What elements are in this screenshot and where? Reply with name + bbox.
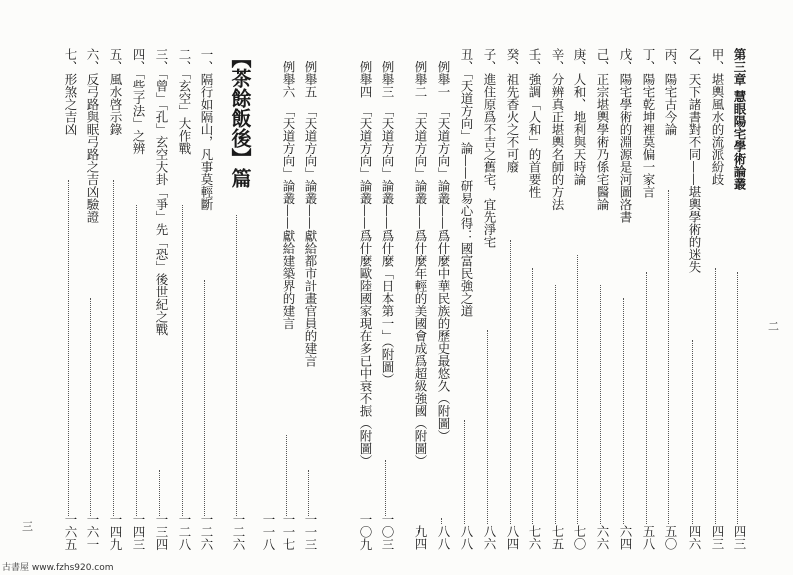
toc-entry	[615, 40, 635, 550]
toc-entry-title: 甲、堪輿風水的流派紛歧	[710, 48, 725, 186]
toc-entry-title: 例舉四 「天道方向」論叢——爲什麼歐陸國家現在多已中衰不振（附圖）	[358, 48, 373, 467]
toc-entry	[569, 40, 589, 550]
toc-page-number: 一四三	[131, 512, 146, 550]
toc-entry-title: 例舉五 「天道方向」論叢——獻給都市計畫官員的建言	[303, 48, 318, 367]
toc-page-number: 一六五	[63, 512, 78, 550]
toc-entry	[105, 40, 125, 550]
toc-entry	[547, 40, 567, 550]
watermark-text: 古書屋 www.fzhs920.com	[2, 563, 114, 573]
toc-entry	[592, 40, 612, 550]
folio-right: 二	[768, 320, 779, 333]
toc-entry-title: 子、進住原爲不吉之舊宅，宜先淨宅	[482, 48, 497, 248]
toc-entry-title: 例舉二 「天道方向」論叢——爲什麼年輕的美國會成爲超級強國（附圖）	[413, 48, 428, 467]
dot-leader	[441, 518, 442, 524]
dot-leader	[68, 180, 69, 516]
toc-entry-title: 七、形煞之吉凶	[63, 48, 78, 136]
dot-leader	[90, 298, 91, 516]
toc-page-number: 八八	[459, 525, 474, 550]
toc-entry	[684, 40, 704, 550]
toc-page-number: 八四	[505, 525, 520, 550]
toc-page-number: 四六	[687, 525, 702, 550]
dot-leader	[236, 215, 237, 516]
toc-page-number: 四三	[710, 525, 725, 550]
toc-entry-title: 庚、人和、地利與天時論	[572, 48, 587, 186]
dot-leader	[159, 470, 160, 516]
toc-entry-title: 丁、陽宅乾坤裡莫偏一家言	[641, 48, 656, 198]
toc-entry	[410, 40, 430, 550]
toc-page-number: 九四	[413, 525, 428, 550]
toc-entry	[228, 40, 252, 550]
dot-leader	[385, 460, 386, 516]
toc-page-number: 一二八	[177, 512, 192, 550]
toc-entry-title: 二、「玄空」大作戰	[177, 48, 192, 155]
toc-page-number: 一〇三	[380, 512, 395, 550]
toc-entry	[524, 40, 544, 550]
toc-entry	[707, 40, 727, 550]
toc-page-number: 五〇	[663, 525, 678, 550]
toc-page-number: 一三四	[154, 512, 169, 550]
dot-leader	[136, 205, 137, 516]
dot-leader	[464, 420, 465, 524]
toc-entry	[638, 40, 658, 550]
toc-page-number: 一一八	[261, 512, 276, 550]
dot-leader	[286, 435, 287, 516]
toc-page-number: 一一三	[303, 512, 318, 550]
folio-left: 三	[22, 520, 33, 533]
toc-entry-title: 例舉六 「天道方向」論叢——獻給建築界的建言	[281, 48, 296, 330]
toc-page-number: 六四	[618, 525, 633, 550]
toc-page-number: 七〇	[572, 525, 587, 550]
toc-entry	[128, 40, 148, 550]
dot-leader	[308, 470, 309, 516]
toc-entry	[174, 40, 194, 550]
dot-leader	[510, 240, 511, 524]
dot-leader	[600, 285, 601, 524]
toc-entry-title: 丙、陽宅古今論	[663, 48, 678, 136]
toc-entry	[60, 40, 80, 550]
toc-entry-title: 第三章 慧眼陽宅學術論叢	[732, 48, 747, 190]
toc-page-number: 一二六	[231, 512, 246, 550]
toc-entry-title: 一、隔行如隔山，凡事莫輕斷	[199, 48, 214, 211]
toc-entry	[151, 40, 171, 550]
dot-leader	[715, 268, 716, 524]
toc-entry-title: 乙、天下諸書對不同——堪輿學術的迷失	[687, 48, 702, 273]
toc-entry	[479, 40, 499, 550]
toc-page-number: 一一七	[281, 512, 296, 550]
toc-entry	[82, 40, 102, 550]
dot-leader	[623, 298, 624, 524]
toc-page-number: 一六一	[85, 512, 100, 550]
toc-entry-title: 辛、分辨真正堪輿名師的方法	[550, 48, 565, 211]
toc-page-number: 一四九	[108, 512, 123, 550]
toc-page-number: 四三	[732, 525, 747, 550]
toc-entry-title: 壬、強調「人和」的首要性	[527, 48, 542, 198]
toc-entry-title: 三、「曾」「孔」玄空大卦「爭」先「恐」後世紀之戰	[154, 48, 169, 336]
toc-entry	[300, 40, 320, 550]
dot-leader	[555, 285, 556, 524]
toc-entry-title: 例舉一 「天道方向」論叢——爲什麼中華民族的歷史最悠久（附圖）	[436, 48, 451, 442]
toc-entry	[258, 40, 278, 550]
toc-entry-title: 【茶餘飯後】篇	[228, 48, 252, 188]
dot-leader	[113, 180, 114, 516]
toc-page-number: 七六	[527, 525, 542, 550]
dot-leader	[577, 255, 578, 524]
toc-page-number: 七五	[550, 525, 565, 550]
dot-leader	[737, 272, 738, 524]
dot-leader	[646, 272, 647, 524]
toc-entry	[196, 40, 216, 550]
toc-page-number: 一二六	[199, 512, 214, 550]
toc-entry-title: 丑、「天道方向」論——研易心得：國富民強之道	[459, 48, 474, 317]
toc-entry-title: 癸、祖先香火之不可廢	[505, 48, 520, 173]
toc-entry	[660, 40, 680, 550]
toc-page-number: 六六	[595, 525, 610, 550]
toc-entry	[456, 40, 476, 550]
toc-entry	[502, 40, 522, 550]
toc-entry-title: 戊、陽宅學術的淵源是河圖洛書	[618, 48, 633, 223]
dot-leader	[182, 205, 183, 516]
toc-entry	[377, 40, 397, 550]
toc-entry-title: 六、反弓路與眠弓路之吉凶驗證	[85, 48, 100, 223]
dot-leader	[692, 340, 693, 524]
toc-entry	[433, 40, 453, 550]
toc-entry-title: 四、「些子法」之辨	[131, 48, 146, 155]
dot-leader	[668, 190, 669, 524]
dot-leader	[532, 268, 533, 524]
toc-page-number: 五八	[641, 525, 656, 550]
toc-entry	[355, 40, 375, 550]
toc-entry-title: 例舉三 「天道方向」論叢——爲什麼「日本第一」（附圖）	[380, 48, 395, 386]
toc-entry	[278, 40, 298, 550]
toc-page-number: 八八	[436, 525, 451, 550]
toc-entry-title: 己、正宗堪輿學術乃係宅醫論	[595, 48, 610, 211]
toc-page-number: 一〇九	[358, 512, 373, 550]
toc-entry	[729, 40, 749, 550]
toc-page-number: 八六	[482, 525, 497, 550]
toc-entry-title: 五、風水啓示錄	[108, 48, 123, 136]
dot-leader	[204, 280, 205, 516]
dot-leader	[487, 330, 488, 524]
